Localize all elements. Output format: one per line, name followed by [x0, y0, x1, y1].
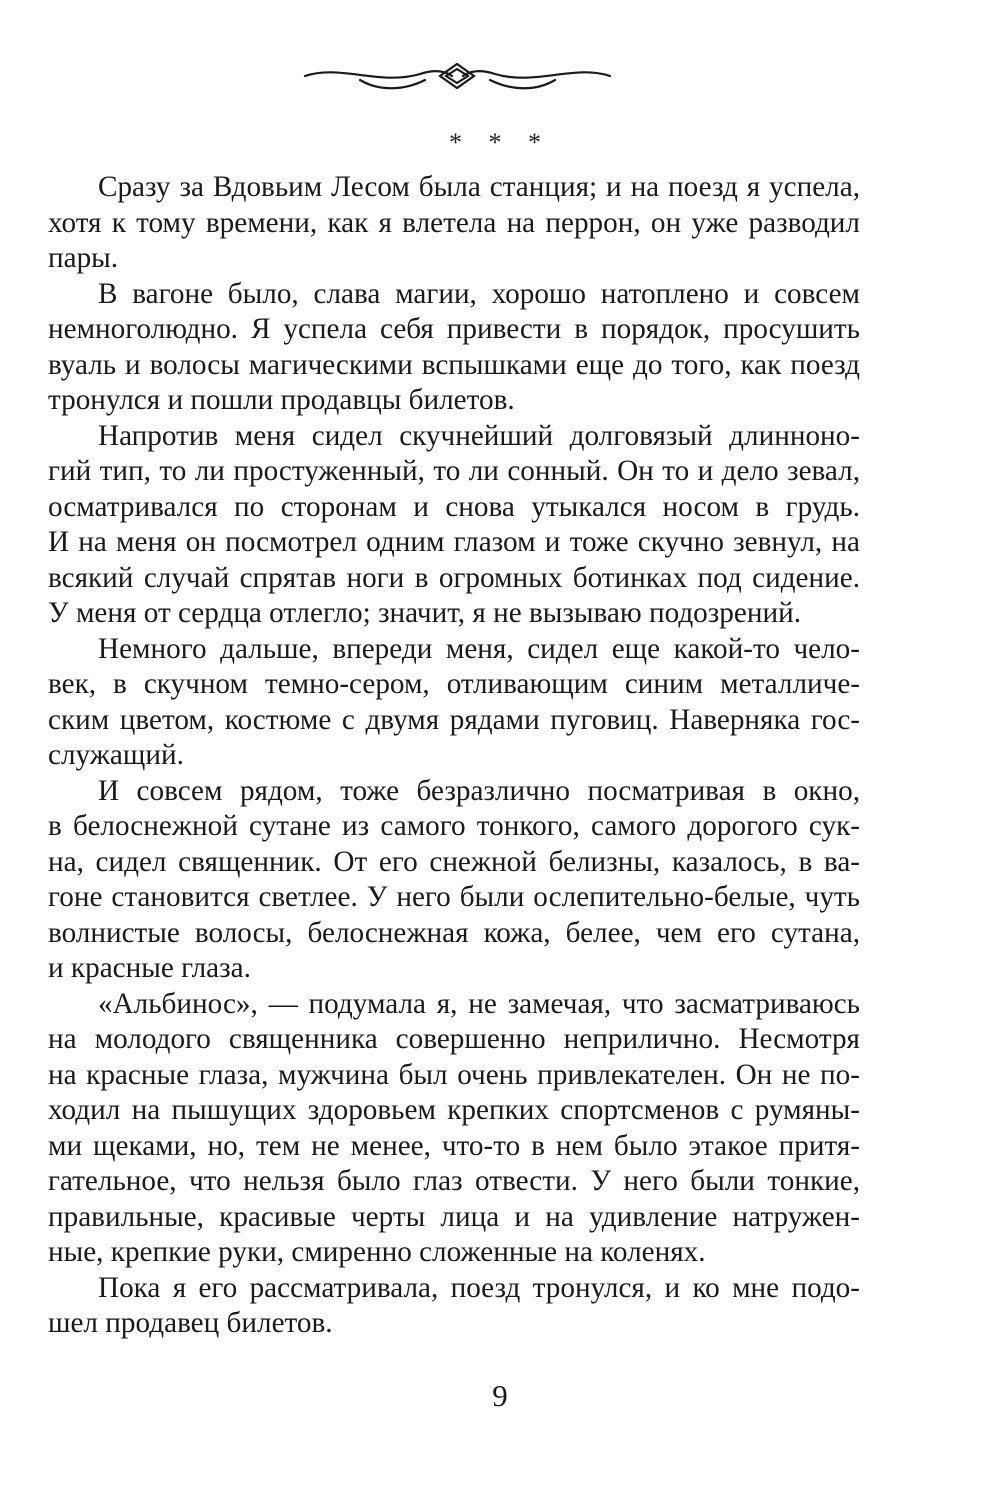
text-line: шел продавец билетов. — [48, 1307, 333, 1339]
flourish-divider-icon — [300, 52, 615, 100]
text-line: всякий случай спрятав ноги в огромных ботинках под сидение. — [48, 561, 860, 594]
text-line: гий тип, то ли простуженный, то ли сонный. Он то и дело зевал, — [48, 455, 860, 487]
body-text — [48, 170, 860, 1342]
text-line: тронулся и пошли продавцы билетов. — [48, 384, 515, 416]
text-line: ским цветом, костюме с двумя рядами пуговиц. Наверняка гос- — [48, 703, 860, 736]
text-line: гательное, что нельзя было глаз отвести. У него были тонкие, — [48, 1165, 860, 1197]
text-line: В вагоне было, слава магии, хорошо натоплено и совсем — [98, 277, 860, 310]
text-line: век, в скучном темно-сером, отливающим синим металличе- — [48, 668, 860, 700]
text-line: немноголюдно. Я успела себя привести в порядок, просушить — [48, 313, 860, 345]
text-line: правильные, красивые черты лица и на удивление натружен- — [48, 1200, 860, 1233]
text-line: осматривался по сторонам и снова утыкался носом в грудь. — [48, 490, 860, 523]
text-line: ные, крепкие руки, смиренно сложенные на коленях. — [48, 1236, 706, 1268]
text-line: служащий. — [48, 739, 184, 771]
text-line: И совсем рядом, тоже безразлично посматривая в окно, — [98, 774, 860, 807]
text-line: Немного дальше, впереди меня, сидел еще какой-то чело- — [98, 632, 860, 665]
text-line: Пока я его рассматривала, поезд тронулся, и ко мне подо- — [98, 1271, 860, 1304]
text-line: и красные глаза. — [48, 952, 251, 984]
text-line: волнистые волосы, белоснежная кожа, белее, чем его сутана, — [48, 916, 860, 949]
text-line: в белоснежной сутане из самого тонкого, самого дорогого сук- — [48, 810, 860, 842]
text-line: И на меня он посмотрел одним глазом и тоже скучно зевнул, на — [48, 526, 860, 558]
text-line: на молодого священника совершенно неприлично. Несмотря — [48, 1023, 860, 1055]
text-line: Напротив меня сидел скучнейший долговязый длинноно- — [98, 419, 860, 452]
text-line: У меня от сердца отлегло; значит, я не вызываю подозрений. — [48, 597, 802, 629]
text-line: пары. — [48, 242, 119, 274]
text-line: на красные глаза, мужчина был очень привлекателен. Он не по- — [48, 1058, 860, 1091]
section-separator: * * * — [449, 128, 551, 157]
text-line: гоне становится светлее. У него были ослепительно-белые, чуть — [48, 881, 860, 913]
page-number: 9 — [492, 1378, 508, 1413]
text-line: вуаль и волосы магическими вспышками еще до того, как поезд — [48, 348, 860, 381]
text-line: ми щеками, но, тем не менее, что-то в нем было этакое притя- — [48, 1129, 860, 1162]
text-line: на, сидел священник. От его снежной белизны, казалось, в ва- — [48, 845, 860, 878]
text-line: ходил на пышущих здоровьем крепких спортсменов с румяны- — [48, 1094, 860, 1126]
text-line: Сразу за Вдовьим Лесом была станция; и на поезд я успела, — [98, 171, 860, 203]
text-line: «Альбинос», — подумала я, не замечая, что засматриваюсь — [98, 987, 860, 1020]
text-line: хотя к тому времени, как я влетела на перрон, он уже разводил — [48, 206, 860, 239]
